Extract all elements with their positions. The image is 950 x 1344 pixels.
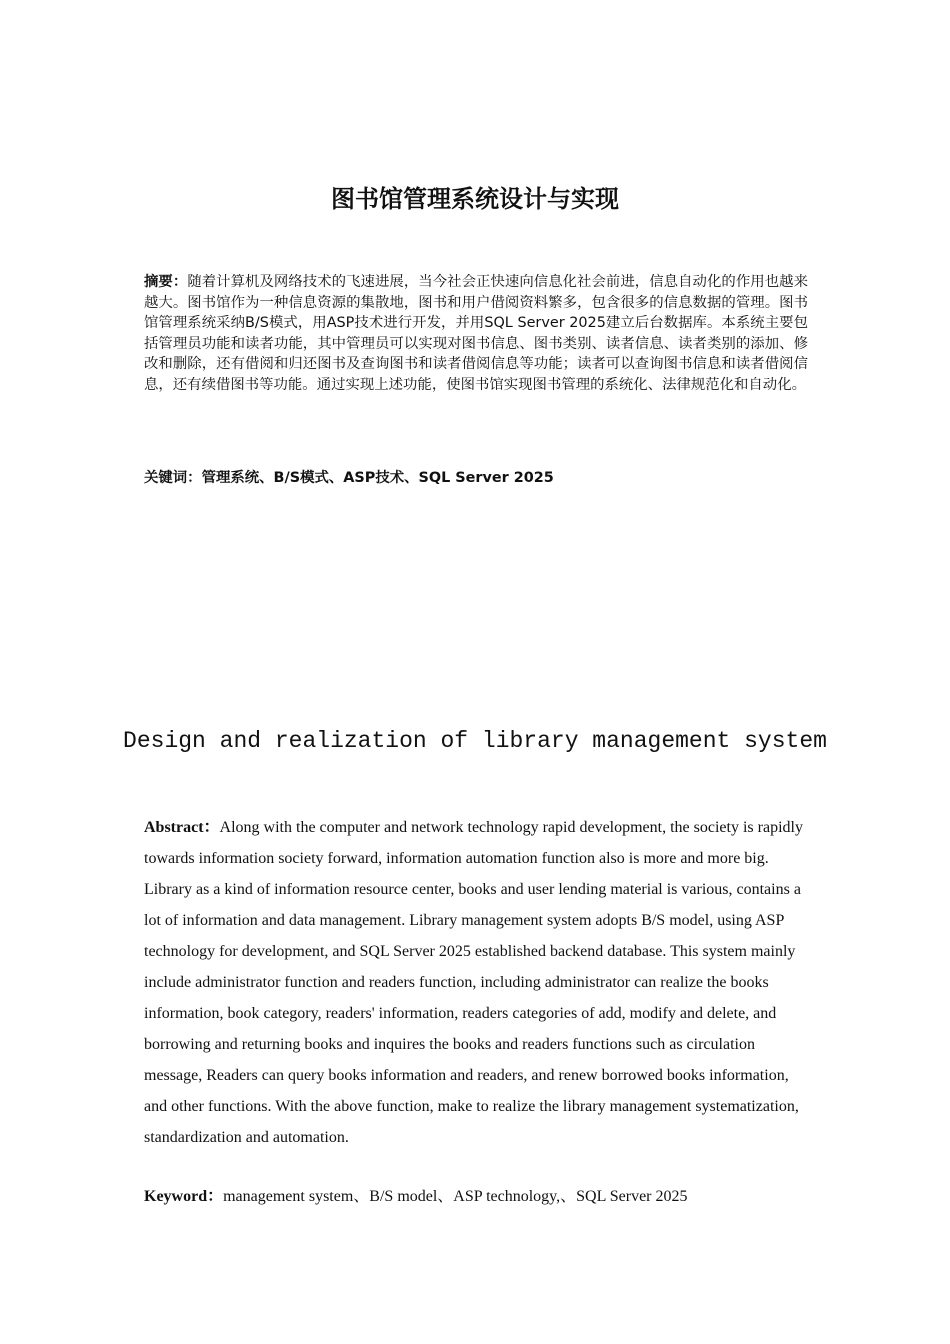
english-keywords — [144, 1183, 808, 1211]
english-title: Design and realization of library management system — [123, 728, 827, 754]
english-keywords-text: management system、B/S model、ASP technology,、SQL Server 2025 — [223, 1188, 688, 1205]
chinese-abstract-text: 随着计算机及网络技术的飞速进展，当今社会正快速向信息化社会前进，信息自动化的作用也越来越大。图书馆作为一种信息资源的集散地，图书和用户借阅资料繁多，包含很多的信息数据的管理。图书馆管理系统采纳B/S模式，用ASP技术进行开发，并用SQL Server 2025建立后台数据库。本系统主要包括管理员功能和读者功能，其中管理员可以实现对图书信息、图书类别、读者信息、读者类别的添加、修改和删除，还有借阅和归还图书及查询图书和读者借阅信息等功能；读者可以查询图书信息和读者借阅信息，还有续借图书等功能。通过实现上述功能，使图书馆实现图书管理的系统化、法律规范化和自动化。 — [144, 274, 808, 393]
english-keywords-label: Keyword： — [144, 1188, 224, 1205]
chinese-keywords-text: 管理系统、B/S模式、ASP技术、SQL Server 2025 — [201, 470, 554, 486]
english-abstract-text: Along with the computer and network technology rapid development, the society is rapidly towards information society forward, information automation function also is more and more big. Library as a kind of information resource center, books and user lending material is various, contains a lot of information and data management. Library management system adopts B/S model, using ASP technology for development, and SQL Server 2025 established backend database. This system mainly include administrator function and readers function, including administrator can realize the books information, book category, readers' information, readers categories of add, modify and delete, and borrowing and returning books and inquires the books and readers functions such as circulation message, Readers can query books information and readers, and renew borrowed books information, and other functions. With the above function, make to realize the library management systematization, standardization and automation. — [144, 819, 803, 1146]
chinese-title: 图书馆管理系统设计与实现 — [331, 185, 619, 213]
chinese-keywords-label: 关键词： — [144, 470, 202, 486]
chinese-abstract-label: 摘要： — [144, 274, 188, 290]
chinese-keywords — [144, 468, 808, 488]
english-abstract-label: Abstract： — [144, 819, 220, 836]
chinese-abstract — [144, 272, 808, 396]
english-abstract — [144, 812, 808, 1153]
